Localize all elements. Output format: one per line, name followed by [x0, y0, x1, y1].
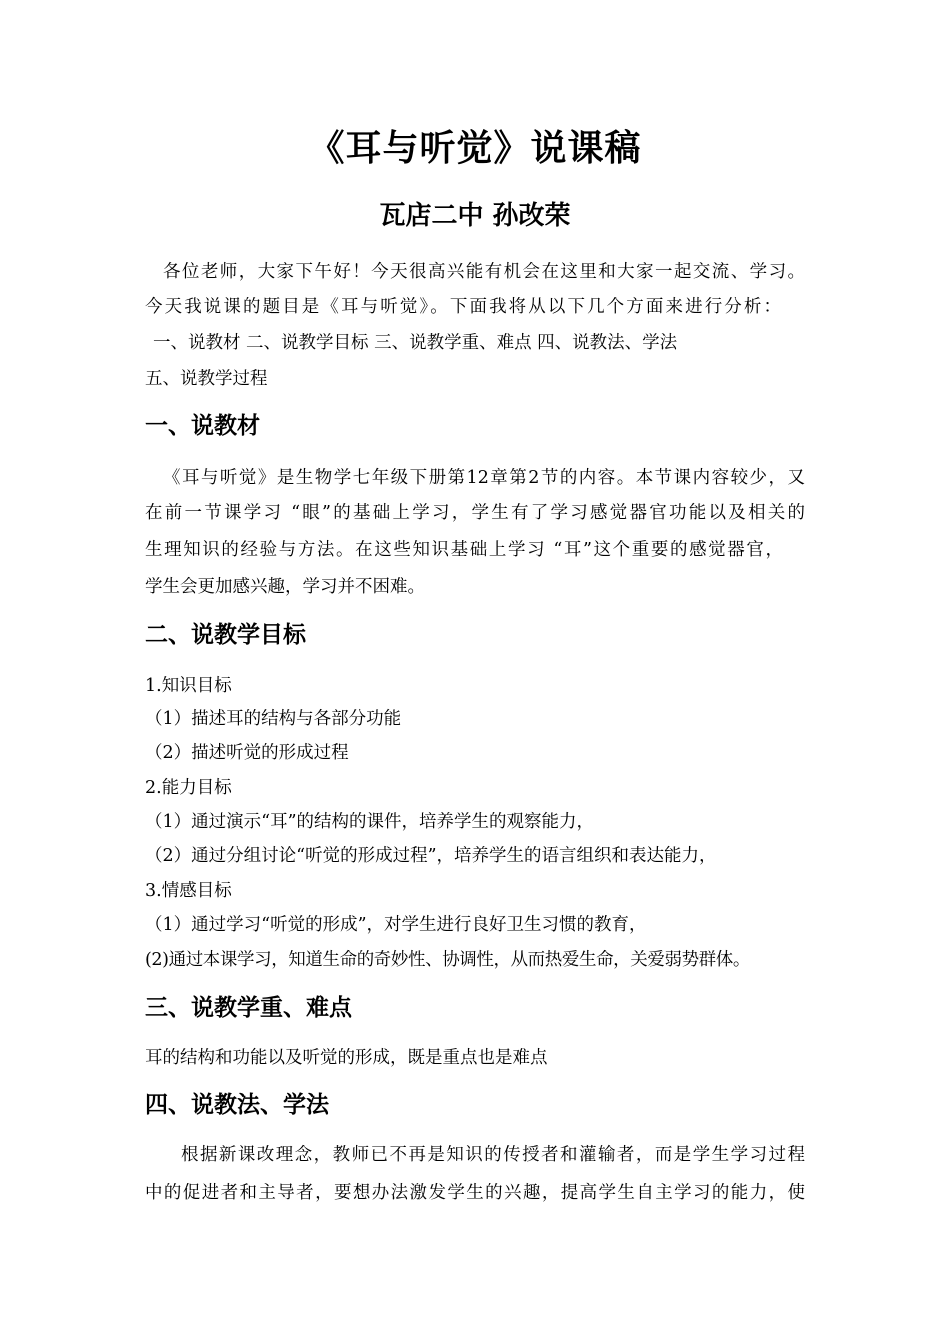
- intro-line: 今天我说课的题目是《耳与听觉》。下面我将从以下几个方面来进行分析：: [145, 297, 781, 317]
- body-line: 中的促进者和主导者，要想办法激发学生的兴趣，提高学生自主学习的能力，使: [145, 1183, 805, 1203]
- document-title: 《耳与听觉》说课稿: [308, 127, 642, 169]
- goal-item: （1）通过演示“耳”的结构的课件，培养学生的观察能力，: [145, 812, 595, 832]
- body-line: 耳的结构和功能以及听觉的形成，既是重点也是难点: [145, 1048, 548, 1068]
- section-heading: 四、说教法、学法: [145, 1091, 329, 1118]
- body-line: 根据新课改理念，教师已不再是知识的传授者和灌输者，而是学生学习过程: [181, 1145, 805, 1165]
- goal-category: 1.知识目标: [145, 676, 232, 696]
- body-line: 在前一节课学习 “眼”的基础上学习，学生有了学习感觉器官功能以及相关的: [145, 503, 805, 523]
- goal-item: (2)通过本课学习，知道生命的奇妙性、协调性，从而热爱生命，关爱弱势群体。: [145, 950, 750, 970]
- goal-item: （2）通过分组讨论“听觉的形成过程”，培养学生的语言组织和表达能力，: [145, 846, 717, 866]
- goal-category: 3.情感目标: [145, 881, 232, 901]
- intro-outline: 一、说教材 二、说教学目标 三、说教学重、难点 四、说教法、学法: [153, 333, 678, 353]
- goal-item: （1）通过学习“听觉的形成”，对学生进行良好卫生习惯的教育，: [145, 915, 647, 935]
- body-line: 学生会更加感兴趣，学习并不困难。: [145, 577, 425, 597]
- section-heading: 一、说教材: [145, 412, 260, 439]
- goal-item: （2）描述听觉的形成过程: [145, 743, 349, 763]
- goal-category: 2.能力目标: [145, 778, 232, 798]
- section-heading: 三、说教学重、难点: [145, 994, 352, 1021]
- document-author: 瓦店二中 孙改荣: [379, 201, 571, 231]
- section-heading: 二、说教学目标: [145, 621, 306, 648]
- goal-item: （1）描述耳的结构与各部分功能: [145, 709, 402, 729]
- body-line: 《耳与听觉》是生物学七年级下册第12章第2节的内容。本节课内容较少，又: [163, 468, 805, 488]
- body-line: 生理知识的经验与方法。在这些知识基础上学习 “耳”这个重要的感觉器官，: [145, 540, 783, 560]
- intro-line: 各位老师，大家下午好！今天很高兴能有机会在这里和大家一起交流、学习。: [163, 262, 805, 282]
- intro-outline: 五、说教学过程: [145, 369, 268, 389]
